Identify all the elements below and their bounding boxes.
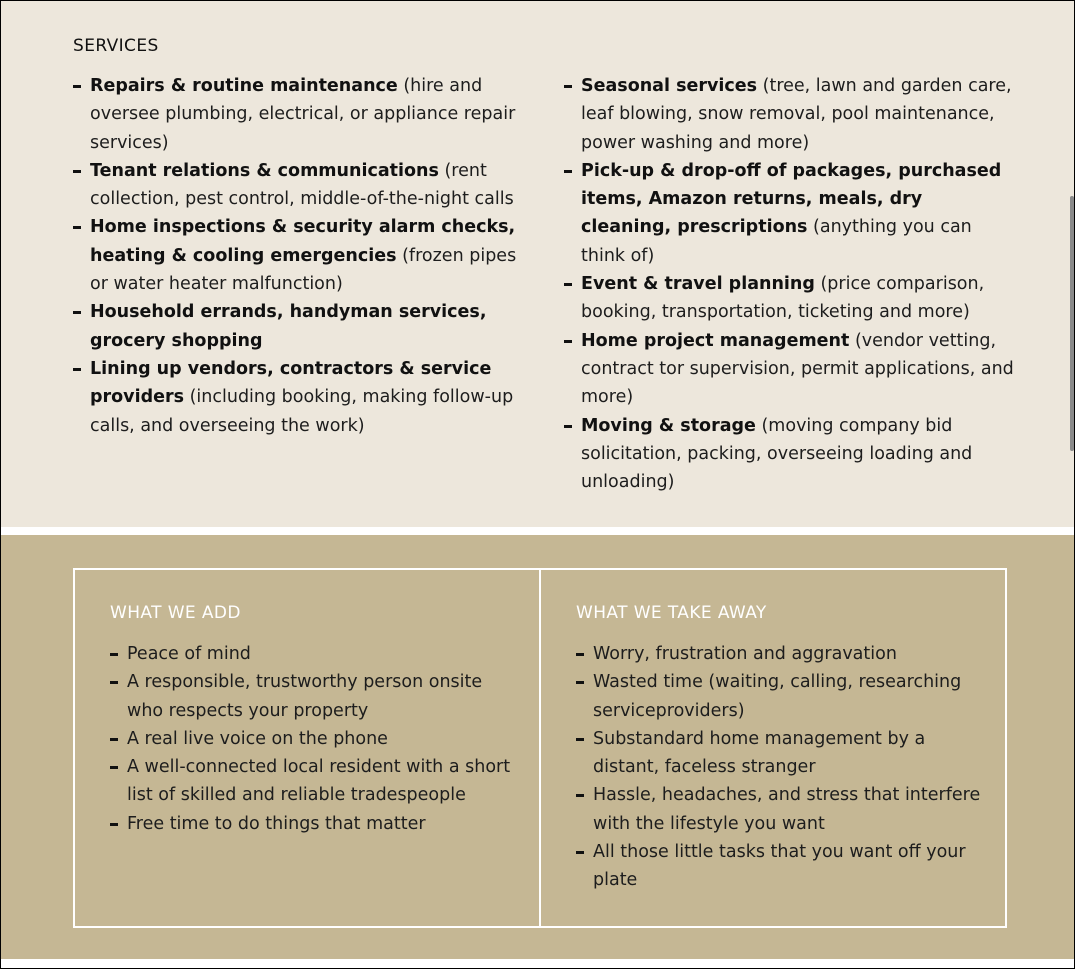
list-item-text: Substandard home management by a distant, faceless stranger [593, 728, 926, 778]
list-item [576, 668, 986, 725]
dash-bullet-icon [564, 425, 572, 428]
service-item [564, 412, 1014, 497]
dash-bullet-icon [73, 85, 81, 88]
service-details: (anything you can think of) [581, 217, 972, 266]
dash-bullet-icon [576, 653, 584, 656]
list-item-text: A responsible, trustworthy person onsite who respects your property [127, 672, 483, 721]
compare-box [73, 568, 1007, 928]
service-item [564, 157, 1014, 270]
dash-bullet-icon [73, 368, 81, 371]
dash-bullet-icon [576, 738, 584, 741]
service-item [73, 157, 523, 214]
what-we-add-heading: WHAT WE ADD [110, 603, 241, 623]
list-item [110, 725, 520, 753]
service-name: Pick-up & drop-off of packages, purchased items, Amazon returns, meals, dry cleaning, prescriptions [581, 160, 1002, 238]
dash-bullet-icon [564, 340, 572, 343]
list-item-text: Free time to do things that matter [127, 813, 426, 834]
list-item [576, 640, 986, 668]
scrollbar-thumb[interactable] [1070, 196, 1074, 451]
service-item [564, 72, 1014, 157]
list-item [576, 725, 986, 782]
services-list-right [564, 72, 1014, 496]
what-we-add-list [110, 640, 520, 838]
service-name: Household errands, handyman services, grocery shopping [90, 302, 487, 351]
dash-bullet-icon [110, 738, 118, 741]
dash-bullet-icon [73, 226, 81, 229]
service-name: Repairs & routine maintenance [90, 76, 398, 96]
list-item-text: A well-connected local resident with a short list of skilled and reliable tradespeople [127, 757, 511, 806]
bottom-strip [1, 959, 1074, 968]
services-section [1, 1, 1074, 527]
service-name: Seasonal services [581, 76, 758, 96]
service-details: (rent collection, pest control, middle-of-the-night calls [90, 160, 514, 210]
dash-bullet-icon [564, 283, 572, 286]
dash-bullet-icon [576, 794, 584, 797]
list-item [576, 781, 986, 838]
service-details: (moving company bid solicitation, packing, overseeing loading and unloading) [581, 415, 973, 493]
service-details: (frozen pipes or water heater malfunction) [90, 245, 517, 295]
list-item-text: Worry, frustration and aggravation [593, 644, 897, 664]
service-item [73, 72, 523, 157]
list-item [110, 640, 520, 668]
dash-bullet-icon [564, 170, 572, 173]
service-item [564, 327, 1014, 412]
what-we-add-panel [75, 570, 539, 926]
service-item [564, 270, 1014, 327]
dash-bullet-icon [110, 653, 118, 656]
dash-bullet-icon [110, 681, 118, 684]
service-details: (hire and oversee plumbing, electrical, or appliance repair services) [90, 76, 516, 153]
service-name: Home inspections & security alarm checks, heating & cooling emergencies [90, 217, 516, 266]
service-item [73, 213, 523, 298]
list-item-text: Peace of mind [127, 644, 251, 664]
list-item [110, 753, 520, 810]
dash-bullet-icon [73, 170, 81, 173]
what-we-take-away-heading: WHAT WE TAKE AWAY [576, 603, 767, 623]
service-details: (tree, lawn and garden care, leaf blowing, snow removal, pool maintenance, power washing and more) [581, 76, 1012, 153]
services-list-left [73, 72, 523, 440]
service-name: Home project management [581, 330, 850, 351]
service-name: Moving & storage [581, 415, 756, 436]
list-item-text: Wasted time (waiting, calling, researching serviceproviders) [593, 672, 962, 721]
what-we-take-away-list [576, 640, 986, 895]
service-item [73, 355, 523, 440]
service-name: Event & travel planning [581, 274, 815, 295]
dash-bullet-icon [564, 85, 572, 88]
services-title: SERVICES [73, 36, 159, 56]
service-details: (including booking, making follow-up calls, and overseeing the work) [90, 387, 514, 436]
section-separator [1, 527, 1074, 535]
service-details: (price comparison, booking, transportation, ticketing and more) [581, 274, 985, 323]
list-item [576, 838, 986, 895]
dash-bullet-icon [576, 851, 584, 854]
dash-bullet-icon [73, 311, 81, 314]
service-name: Tenant relations & communications [90, 160, 439, 181]
dash-bullet-icon [576, 681, 584, 684]
what-we-take-away-panel [541, 570, 1005, 926]
list-item-text: All those little tasks that you want off your plate [593, 842, 966, 891]
compare-section [1, 535, 1074, 959]
list-item [110, 810, 520, 838]
list-item-text: Hassle, headaches, and stress that interfere with the lifestyle you want [593, 785, 981, 834]
service-details: (vendor vetting, contract tor supervision, permit applications, and more) [581, 330, 1014, 408]
dash-bullet-icon [110, 766, 118, 769]
list-item-text: A real live voice on the phone [127, 728, 388, 749]
service-item [73, 298, 523, 355]
list-item [110, 668, 520, 725]
service-name: Lining up vendors, contractors & service providers [90, 358, 492, 408]
dash-bullet-icon [110, 823, 118, 826]
